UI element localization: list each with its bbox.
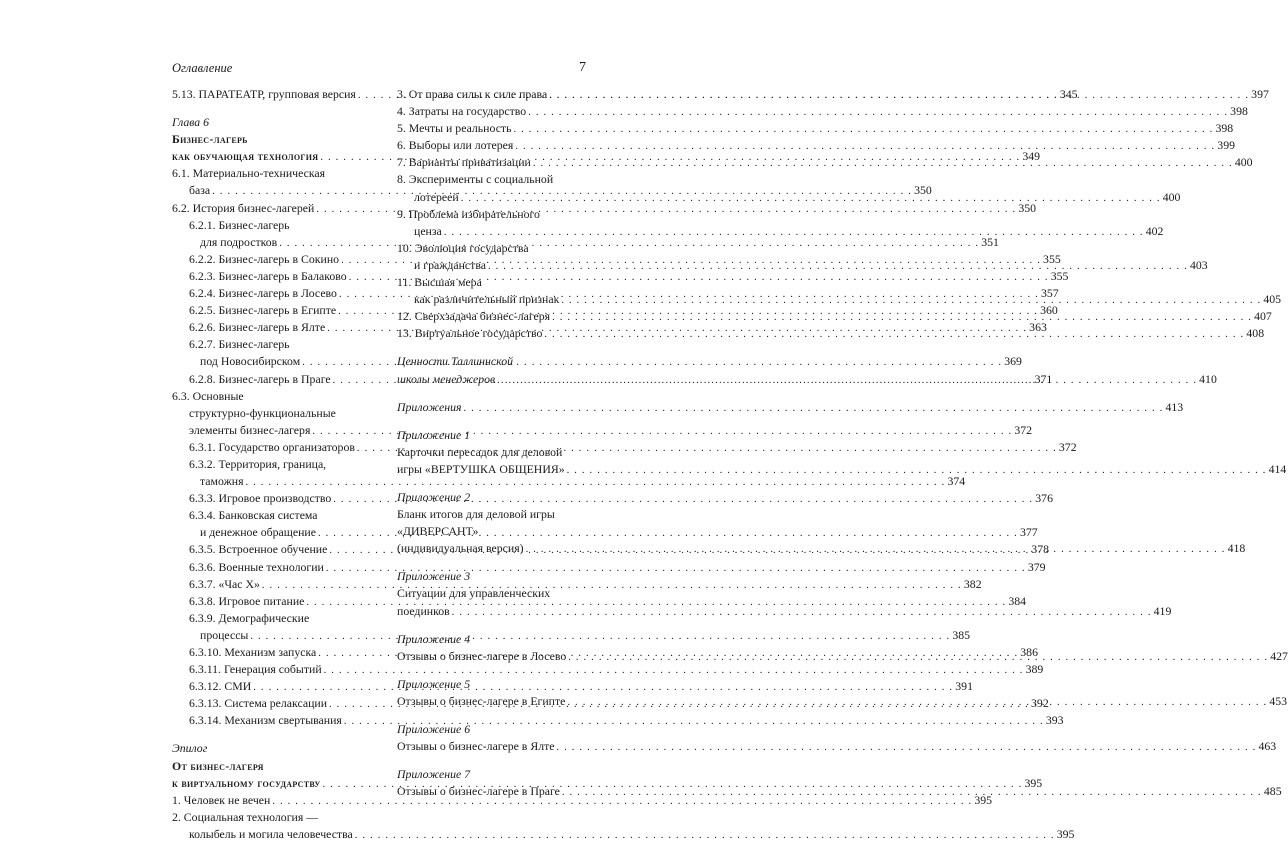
toc-leader-dots (462, 400, 1166, 417)
toc-leader-dots (248, 628, 952, 645)
toc-leader-dots (560, 784, 1264, 801)
toc-leader-dots (260, 577, 964, 594)
toc-entry-title: для подростков (200, 234, 278, 249)
toc-entry (397, 120, 1234, 137)
toc-entry-title: и денежное обращение (200, 525, 316, 540)
toc-entry-title: поединков (397, 603, 450, 618)
toc-entry (397, 427, 588, 444)
toc-entry-title: элементы бизнес-лагеря (189, 422, 311, 437)
toc-entry-page: 386 (1020, 645, 1038, 659)
toc-entry-title: Отзывы о бизнес-лагере в Египте (397, 693, 566, 708)
toc-entry-page: 402 (1145, 223, 1164, 238)
page-number: 7 (579, 60, 586, 75)
toc-entry-page: 403 (1189, 257, 1208, 272)
toc-leader-dots (353, 827, 1057, 844)
toc-entry-title: Эпилог (172, 741, 208, 756)
toc-entry-title: «ДИВЕРСАНТ» (397, 524, 479, 539)
toc-entry-title: Бизнес-лагерь (172, 132, 248, 147)
toc-entry-page: 378 (1031, 542, 1049, 557)
toc-entry (397, 603, 1172, 620)
toc-entry-page: 392 (1031, 696, 1049, 711)
toc-entry-title: 6.2.6. Бизнес-лагерь в Ялте (189, 320, 326, 335)
toc-entry (397, 137, 1235, 154)
toc-entry-title: Ситуации для управленческих (397, 586, 551, 601)
toc-entry-title: Приложения (397, 399, 462, 414)
toc-spacer (397, 710, 588, 721)
toc-leader-dots (495, 372, 1199, 389)
toc-leader-dots (531, 155, 1235, 172)
toc-leader-dots (442, 224, 1146, 241)
toc-entry-page: 382 (963, 576, 982, 591)
toc-entry-page: 349 (1022, 149, 1041, 164)
toc-entry-title: Глава 6 (172, 115, 210, 130)
toc-entry-page: 405 (1263, 292, 1282, 307)
toc-entry-title: 6.3.4. Банковская система (189, 508, 318, 523)
toc-entry-title: процессы (200, 627, 249, 642)
toc-entry-title: 6.3.9. Демографические (189, 610, 310, 625)
toc-entry-page: 350 (914, 183, 932, 198)
toc-spacer (397, 388, 588, 399)
toc-entry-page: 363 (1029, 320, 1047, 335)
toc-entry-title: игры «ВЕРТУШКА ОБЩЕНИЯ» (397, 461, 565, 476)
toc-entry (172, 165, 371, 182)
toc-entry (397, 738, 1277, 755)
toc-entry-title: 6.2.7. Бизнес-лагерь (189, 337, 290, 352)
toc-spacer (397, 620, 588, 631)
toc-entry-title: к виртуальному государству (172, 775, 321, 790)
toc-entry (397, 206, 588, 223)
toc-entry-page: 374 (947, 474, 966, 489)
toc-entry-title: Приложение 3 (397, 569, 471, 584)
toc-leader-dots (542, 326, 1246, 343)
toc-entry-page: 485 (1263, 784, 1282, 799)
toc-entry (397, 353, 588, 370)
toc-entry (172, 559, 1046, 576)
toc-entry-title: 3. От права силы к силе права (397, 87, 548, 101)
toc-entry-title: 5. Мечты и реальность (397, 121, 512, 136)
toc-entry (397, 223, 1164, 240)
toc-spacer (397, 557, 588, 568)
toc-entry-page: 357 (1040, 286, 1059, 301)
toc-entry (172, 610, 371, 627)
toc-entry-title: под Новосибирском (200, 354, 301, 369)
toc-entry-title: как различительный признак (414, 292, 560, 307)
toc-entry-title: 6.3.2. Территория, граница, (189, 456, 327, 471)
toc-entry-title: Приложение 4 (397, 631, 471, 646)
toc-entry-page: 355 (1050, 268, 1069, 283)
toc-entry-title: 1. Человек не вечен (172, 792, 271, 807)
toc-entry-title: Отзывы о бизнес-лагере в Праге (397, 784, 560, 799)
toc-entry-title: 6.2.4. Бизнес-лагерь в Лосево (189, 286, 337, 301)
toc-entry-title: 6.2. История бизнес-лагерей (172, 200, 315, 215)
toc-entry-page: 395 (974, 792, 993, 807)
toc-entry (397, 721, 588, 738)
toc-entry-page: 384 (1008, 593, 1027, 608)
toc-entry-page: 418 (1227, 541, 1246, 556)
toc-entry-title: 6.3.14. Механизм свертывания (189, 713, 342, 728)
toc-entry (397, 631, 588, 648)
toc-leader-dots (547, 87, 1251, 104)
toc-entry (172, 114, 371, 131)
toc-entry-title: структурно-функциональные (189, 405, 336, 420)
toc-entry (172, 740, 371, 757)
toc-entry-title: 6.2.2. Бизнес-лагерь в Сокино (189, 251, 340, 266)
toc-entry-page: 398 (1230, 104, 1248, 119)
toc-entry-title: Приложение 6 (397, 722, 471, 736)
toc-entry (172, 388, 371, 405)
toc-leader-dots (450, 604, 1154, 621)
toc-entry (397, 568, 588, 585)
toc-entry-page: 385 (952, 627, 971, 642)
toc-entry-title: Отзывы о бизнес-лагере в Ялте (397, 739, 555, 754)
toc-spacer (397, 478, 588, 489)
toc-spacer (172, 729, 371, 740)
toc-entry-page: 372 (1058, 439, 1077, 454)
toc-entry (172, 336, 371, 353)
toc-entry (397, 399, 1184, 416)
toc-entry-page: 345 (1059, 87, 1078, 101)
toc-entry-title: колыбель и могила человечества (189, 826, 353, 841)
toc-entry (172, 473, 966, 490)
toc-entry-title: 8. Эксперименты с социальной (397, 172, 554, 187)
toc-entry-page: 377 (1019, 525, 1038, 540)
toc-entry-title: 6.2.3. Бизнес-лагерь в Балаково (189, 268, 347, 283)
toc-entry (172, 792, 993, 809)
toc-entry-page: 410 (1199, 371, 1217, 386)
toc-entry (172, 826, 1075, 843)
toc-entry (397, 766, 588, 783)
toc-entry-page: 355 (1043, 251, 1061, 266)
toc-entry-title: школы менеджеров (397, 371, 496, 386)
toc-entry-title: (индивидуальная версия) (397, 541, 524, 556)
toc-entry-title: 5.13. ПАРАТЕАТР, групповая версия (172, 87, 356, 101)
toc-entry-page: 351 (981, 234, 999, 249)
toc-entry (172, 131, 371, 148)
toc-entry-title: таможня (200, 474, 244, 489)
toc-entry (172, 405, 371, 422)
toc-entry-page: 397 (1251, 87, 1269, 101)
toc-leader-dots (554, 739, 1258, 756)
toc-leader-dots (526, 104, 1230, 121)
toc-entry-title: От бизнес-лагеря (172, 758, 264, 773)
running-head (172, 58, 586, 78)
toc-spacer (397, 342, 588, 353)
toc-entry-page: 414 (1268, 461, 1287, 476)
toc-entry (397, 444, 588, 461)
toc-leader-dots (511, 121, 1215, 138)
toc-entry-title: 13. Виртуальное государство (397, 326, 543, 341)
toc-leader-dots (565, 694, 1269, 711)
toc-entry-page: 419 (1153, 603, 1172, 618)
toc-entry-page: 408 (1246, 326, 1265, 341)
toc-entry-title: Карточки пересадок для деловой (397, 444, 563, 459)
toc-entry (397, 585, 588, 602)
toc-leader-dots (565, 462, 1269, 479)
toc-entry-page: 372 (1014, 422, 1033, 437)
toc-entry (172, 809, 371, 826)
toc-entry-title: 7. Варианты приватизации (397, 155, 531, 170)
toc-entry-page: 407 (1254, 309, 1272, 324)
toc-entry-page: 369 (1004, 354, 1022, 369)
toc-entry-title: 6.3.5. Встроенное обучение (189, 542, 328, 557)
toc-entry (397, 103, 1248, 120)
toc-entry (172, 217, 371, 234)
toc-entry-page: 389 (1025, 662, 1044, 677)
toc-spacer (172, 103, 371, 114)
toc-entry (397, 240, 588, 257)
toc-entry-title: Отзывы о бизнес-лагере в Лосево (397, 648, 567, 663)
toc-entry-page: 398 (1215, 121, 1234, 136)
toc-entry-title: 6.3.7. «Час Х» (189, 576, 260, 591)
toc-spacer (397, 755, 588, 766)
toc-entry-title: 6.2.1. Бизнес-лагерь (189, 217, 290, 232)
toc-entry-title: Приложение 5 (397, 676, 471, 691)
toc-entry-title: 6.3.13. Система релаксации (189, 696, 328, 711)
toc-entry (397, 489, 588, 506)
toc-entry (397, 676, 588, 693)
toc-leader-dots (566, 649, 1270, 666)
toc-entry (172, 456, 371, 473)
toc-entry-page: 350 (1018, 200, 1037, 215)
toc-entry (397, 461, 1287, 478)
toc-entry-title: Ценности Таллиннской (397, 354, 513, 369)
toc-entry-page: 379 (1027, 559, 1046, 574)
toc-entry-title: Приложение 2 (397, 489, 471, 504)
toc-entry-title: Бланк итогов для деловой игры (397, 507, 555, 522)
toc-entry-title: 6.3.8. Игровое питание (189, 593, 305, 608)
toc-entry (172, 661, 1044, 678)
toc-entry-title: база (189, 183, 211, 198)
toc-entry (172, 758, 371, 775)
toc-entry-title: Приложение 7 (397, 767, 471, 782)
toc-entry-page: 399 (1217, 138, 1235, 153)
toc-entry-title: 6.3.3. Игровое производство (189, 491, 332, 506)
running-head-section: Оглавление (172, 61, 233, 75)
toc-entry-page: 427 (1270, 648, 1288, 663)
toc-entry-title: 6.2.8. Бизнес-лагерь в Праге (189, 371, 331, 386)
toc-entry-title: 6.3.6. Военные технологии (189, 559, 324, 574)
toc-entry (397, 506, 588, 523)
toc-entry-title: 6.2.5. Бизнес-лагерь в Египте (189, 303, 337, 318)
toc-entry-page: 453 (1269, 693, 1288, 708)
toc-entry-page: 400 (1234, 155, 1253, 170)
toc-spacer (397, 416, 588, 427)
toc-entry-title: ценза (414, 223, 442, 238)
toc-entry-title: 10. Эволюция государства (397, 240, 529, 255)
toc-entry-title: 4. Затраты на государство (397, 104, 527, 119)
toc-entry-page: 395 (1024, 775, 1043, 790)
toc-entry-title: лотереей (414, 189, 459, 204)
toc-entry-page: 376 (1035, 491, 1053, 506)
toc-entry-title: как обучающая технология (172, 149, 319, 164)
toc-entry-title: и гражданства (414, 257, 486, 272)
toc-entry-page: 395 (1056, 826, 1075, 841)
toc-entry-title: 6.1. Материально-техническая (172, 166, 326, 181)
toc-entry-page: 413 (1165, 399, 1184, 414)
toc-entry-page: 371 (1034, 371, 1053, 386)
toc-entry-title: 6.3.12. СМИ (189, 679, 252, 694)
toc-entry-title: 12. Сверхзадача бизнес-лагеря (397, 309, 551, 324)
toc-entry-title: 6.3.1. Государство организаторов (189, 439, 355, 454)
toc-entry-title: 6.3.11. Генерация событий (189, 662, 322, 677)
toc-entry-page: 400 (1162, 189, 1181, 204)
toc-entry (397, 171, 588, 188)
toc-entry-title: 6. Выборы или лотерея (397, 138, 514, 153)
toc-entry-page: 463 (1258, 739, 1277, 754)
toc-leader-dots (524, 541, 1228, 558)
toc-entry-page: 391 (955, 679, 973, 694)
toc-entry-title: 11. Высшая мера (397, 275, 482, 290)
toc-entry-title: Приложение 1 (397, 427, 471, 442)
toc-leader-dots (550, 309, 1254, 326)
toc-entry-page: 393 (1045, 713, 1064, 728)
toc-entry-title: 6.3. Основные (172, 388, 244, 403)
toc-entry-title: 6.3.10. Механизм запуска (189, 645, 317, 659)
toc-entry (172, 507, 371, 524)
toc-entry-title: 9. Проблема избирательного (397, 206, 540, 221)
toc-leader-dots (459, 190, 1163, 207)
toc-entry (397, 523, 588, 540)
toc-leader-dots (513, 138, 1217, 155)
toc-leader-dots (559, 292, 1263, 309)
toc-spacer (397, 665, 588, 676)
toc-entry (397, 274, 588, 291)
toc-leader-dots (486, 258, 1190, 275)
toc-entry-page: 360 (1040, 303, 1058, 318)
toc-entry-title: 2. Социальная технология — (172, 809, 319, 824)
